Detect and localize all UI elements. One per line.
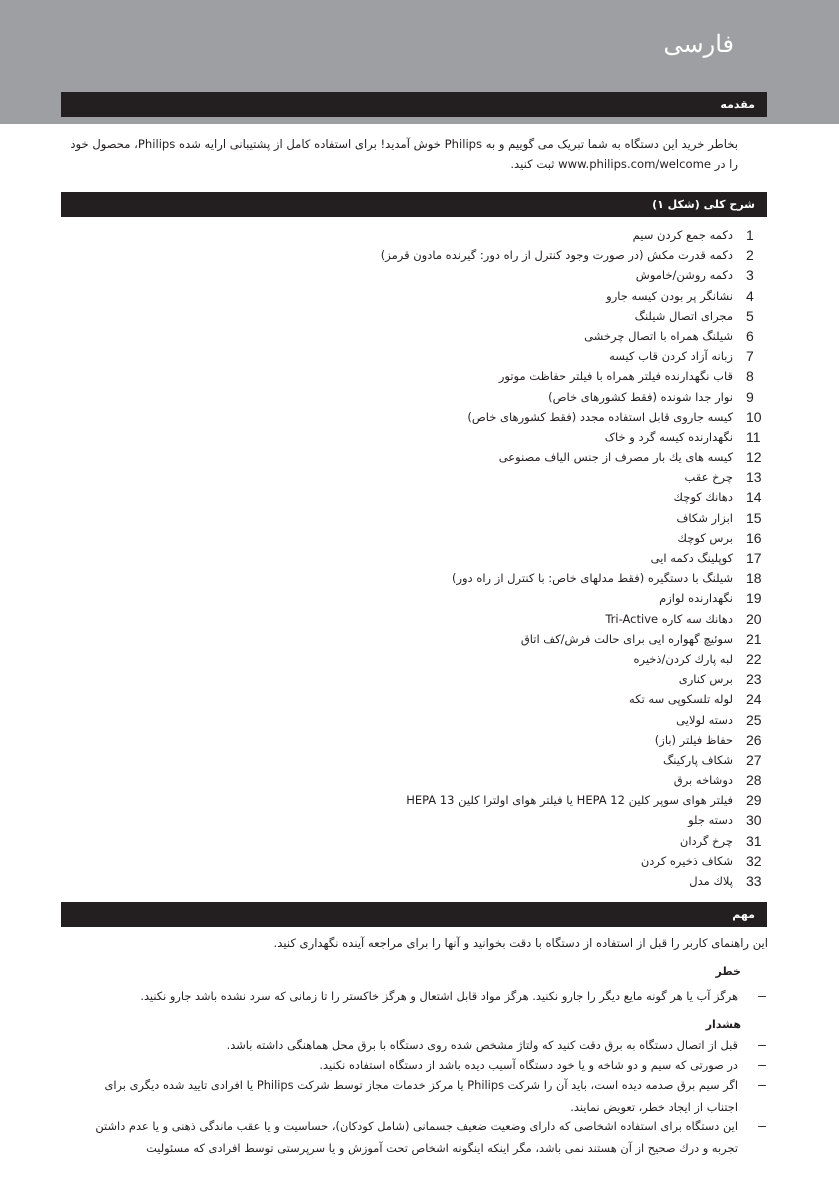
list-item-number: 24 [746,691,762,708]
list-item [300,629,768,649]
list-item-label: پلاك مدل [689,874,733,888]
list-item-number: 8 [746,368,754,385]
warning-item [70,1074,768,1118]
bullet-dash: – [758,987,766,1003]
list-item [300,609,768,629]
list-item-number: 25 [746,711,762,728]
list-item-label: چرخ گردان [679,833,733,848]
list-item-number: 11 [746,428,761,445]
list-item-number: 23 [746,671,762,688]
list-item [300,770,768,790]
list-item-label: شیلنگ همراه با اتصال چرخشی [584,328,733,343]
bullet-text: قبل از اتصال دستگاه به برق دقت کنید که ولتاژ مشخص شده روی دستگاه با برق محل هماهنگی داشته باشد. [226,1038,738,1052]
list-item-label: دهانك سه کاره Tri-Active [605,611,733,626]
list-item-number: 3 [746,267,754,284]
list-item-number: 14 [746,489,762,506]
warning-item [70,1054,768,1076]
list-item-number: 7 [746,348,754,365]
list-item-label: کیسه جاروی قابل استفاده مجدد (فقط کشورهای خاص) [467,409,733,424]
list-item-label: سوئیچ گهواره ایی برای حالت فرش/کف اتاق [520,631,733,646]
bullet-dash: – [758,1117,766,1133]
list-item [300,790,768,810]
list-item-label: شکاف پارکینگ [662,752,733,767]
bullet-text: اگر سیم برق صدمه دیده است، باید آن را شرکت Philips یا مرکز خدمات مجاز توسط شرکت Philips یا افرادی تایید شده دیگری برای اجتناب از ایجاد خطر، تعویض نمایند. [104,1078,738,1114]
warning-item [70,1115,768,1159]
danger-item [70,985,768,1007]
list-item-number: 2 [746,247,754,264]
list-item-label: ابزار شکاف [676,510,733,525]
bullet-dash: – [758,1056,766,1072]
warning-item [70,1034,768,1056]
list-item [300,407,768,427]
list-item-label: دهانك کوچك [673,490,733,505]
bullet-dash: – [758,1036,766,1052]
list-item-label: لوله تلسکوپی سه تکه [629,692,733,707]
list-item [300,851,768,871]
list-item-number: 16 [746,529,762,546]
section-heading-introduction: مقدمه [61,92,767,117]
list-item-number: 18 [746,570,762,587]
list-item-label: چرخ عقب [684,470,733,485]
list-item [300,508,768,528]
list-item [300,649,768,669]
bullet-text: هرگز آب یا هر گونه مایع دیگر را جارو نکنید. هرگز مواد قابل اشتعال و هرگز خاکستر را تا زمانی که سرد نشده باشد جارو نکنید. [140,989,738,1003]
list-item [300,366,768,386]
list-item [300,689,768,709]
list-item [300,669,768,689]
list-item-label: زبانه آزاد کردن قاب کیسه [609,349,733,364]
list-item-number: 31 [746,832,762,849]
list-item [300,225,768,245]
list-item-number: 20 [746,610,762,627]
bullet-dash: – [758,1076,766,1092]
list-item-label: دکمه روشن/خاموش [635,268,733,283]
list-item-label: برس کناری [678,672,733,687]
list-item-number: 27 [746,751,762,768]
list-item-number: 13 [746,469,762,486]
list-item-label: مجرای اتصال شیلنگ [634,308,733,323]
list-item-label: دسته لولایی [676,712,733,727]
list-item-label: برس کوچك [677,530,733,545]
list-item [300,730,768,750]
list-item-number: 26 [746,731,762,748]
list-item-label: دکمه جمع کردن سیم [632,228,733,242]
list-item-number: 4 [746,287,754,304]
list-item-label: دسته جلو [688,813,733,828]
list-item-number: 32 [746,852,762,869]
list-item-number: 5 [746,307,754,324]
bullet-text: این دستگاه برای استفاده اشخاصی که دارای وضعیت ضعیف جسمانی (شامل کودکان)، حساسیت و یا عقب ماندگی ذهنی و یا عدم داشتن تجربه و درك صحیح از آن هستند نمی باشد، مگر اینکه اینگونه اشخاص تحت آموزش و یا سرپرستی توسط افرادی که مسئولیت [95,1119,738,1155]
list-item-label: شیلنگ با دستگیره (فقط مدلهای خاص: با کنترل از راه دور) [451,571,733,586]
list-item [300,346,768,366]
section-heading-general-description: شرح کلی (شکل ۱) [61,192,767,217]
intro-paragraph: بخاطر خرید این دستگاه به شما تبریک می گوییم و به Philips خوش آمدید! برای استفاده کامل از پشتیبانی ارایه شده Philips، محصول خود را در www.philips.com/welcome ثبت کنید. [70,137,738,171]
list-item-number: 28 [746,772,762,789]
list-item [300,710,768,730]
list-item-number: 30 [746,812,762,829]
list-item [300,810,768,830]
list-item-label: نوار جدا شونده (فقط کشورهای خاص) [548,389,733,404]
list-item-label: نگهدارنده کیسه گرد و خاک [604,429,733,444]
list-item [300,447,768,467]
list-item-number: 1 [746,227,754,243]
list-item-number: 9 [746,388,754,405]
list-item [300,588,768,608]
important-paragraph: این راهنمای کاربر را قبل از استفاده از دستگاه با دقت بخوانید و آنها را برای مراجعه آینده نگهداری کنید. [273,936,768,950]
section-heading-important: مهم [61,902,767,927]
list-item-number: 33 [746,873,762,889]
list-item [300,487,768,507]
language-title: فارسی [663,30,734,58]
list-item-number: 19 [746,590,762,607]
list-item-label: کیسه های یك بار مصرف از جنس الیاف مصنوعی [498,450,733,465]
list-item-label: شکاف ذخیره کردن [640,853,733,868]
warning-heading: هشدار [705,1018,741,1031]
parts-list [300,225,768,891]
list-item-label: کوپلینگ دکمه ایی [650,551,733,565]
list-item [300,871,768,891]
list-item-number: 12 [746,449,762,466]
list-item [300,427,768,447]
list-item-label: نشانگر پر بودن کیسه جارو [606,288,733,303]
list-item-label: دکمه قدرت مکش (در صورت وجود کنترل از راه دور: گیرنده مادون قرمز) [380,248,733,263]
list-item [300,286,768,306]
bullet-text: در صورتی که سیم و دو شاخه و یا خود دستگاه آسیب دیده باشد از دستگاه استفاده نکنید. [319,1058,738,1072]
list-item [300,326,768,346]
list-item-number: 21 [746,630,762,647]
list-item [300,387,768,407]
list-item [300,528,768,548]
list-item [300,750,768,770]
danger-heading: خطر [715,965,741,978]
list-item-label: فیلتر هوای سوپر کلین HEPA 12 یا فیلتر هوای اولترا کلین HEPA 13 [406,793,733,808]
list-item [300,831,768,851]
list-item [300,548,768,568]
list-item-label: قاب نگهدارنده فیلتر همراه با فیلتر حفاظت موتور [498,369,733,384]
list-item-label: نگهدارنده لوازم [659,591,733,606]
list-item-number: 29 [746,792,762,809]
list-item [300,467,768,487]
list-item [300,568,768,588]
list-item-label: حفاظ فیلتر (باز) [654,732,733,747]
list-item-number: 15 [746,509,762,526]
list-item-label: لبه پارك کردن/ذخیره [633,651,733,666]
list-item [300,265,768,285]
list-item-label: دوشاخه برق [673,773,733,788]
list-item [300,306,768,326]
list-item-number: 10 [746,408,762,425]
list-item-number: 6 [746,327,754,344]
list-item-number: 22 [746,650,762,667]
list-item-number: 17 [746,550,762,566]
list-item [300,245,768,265]
